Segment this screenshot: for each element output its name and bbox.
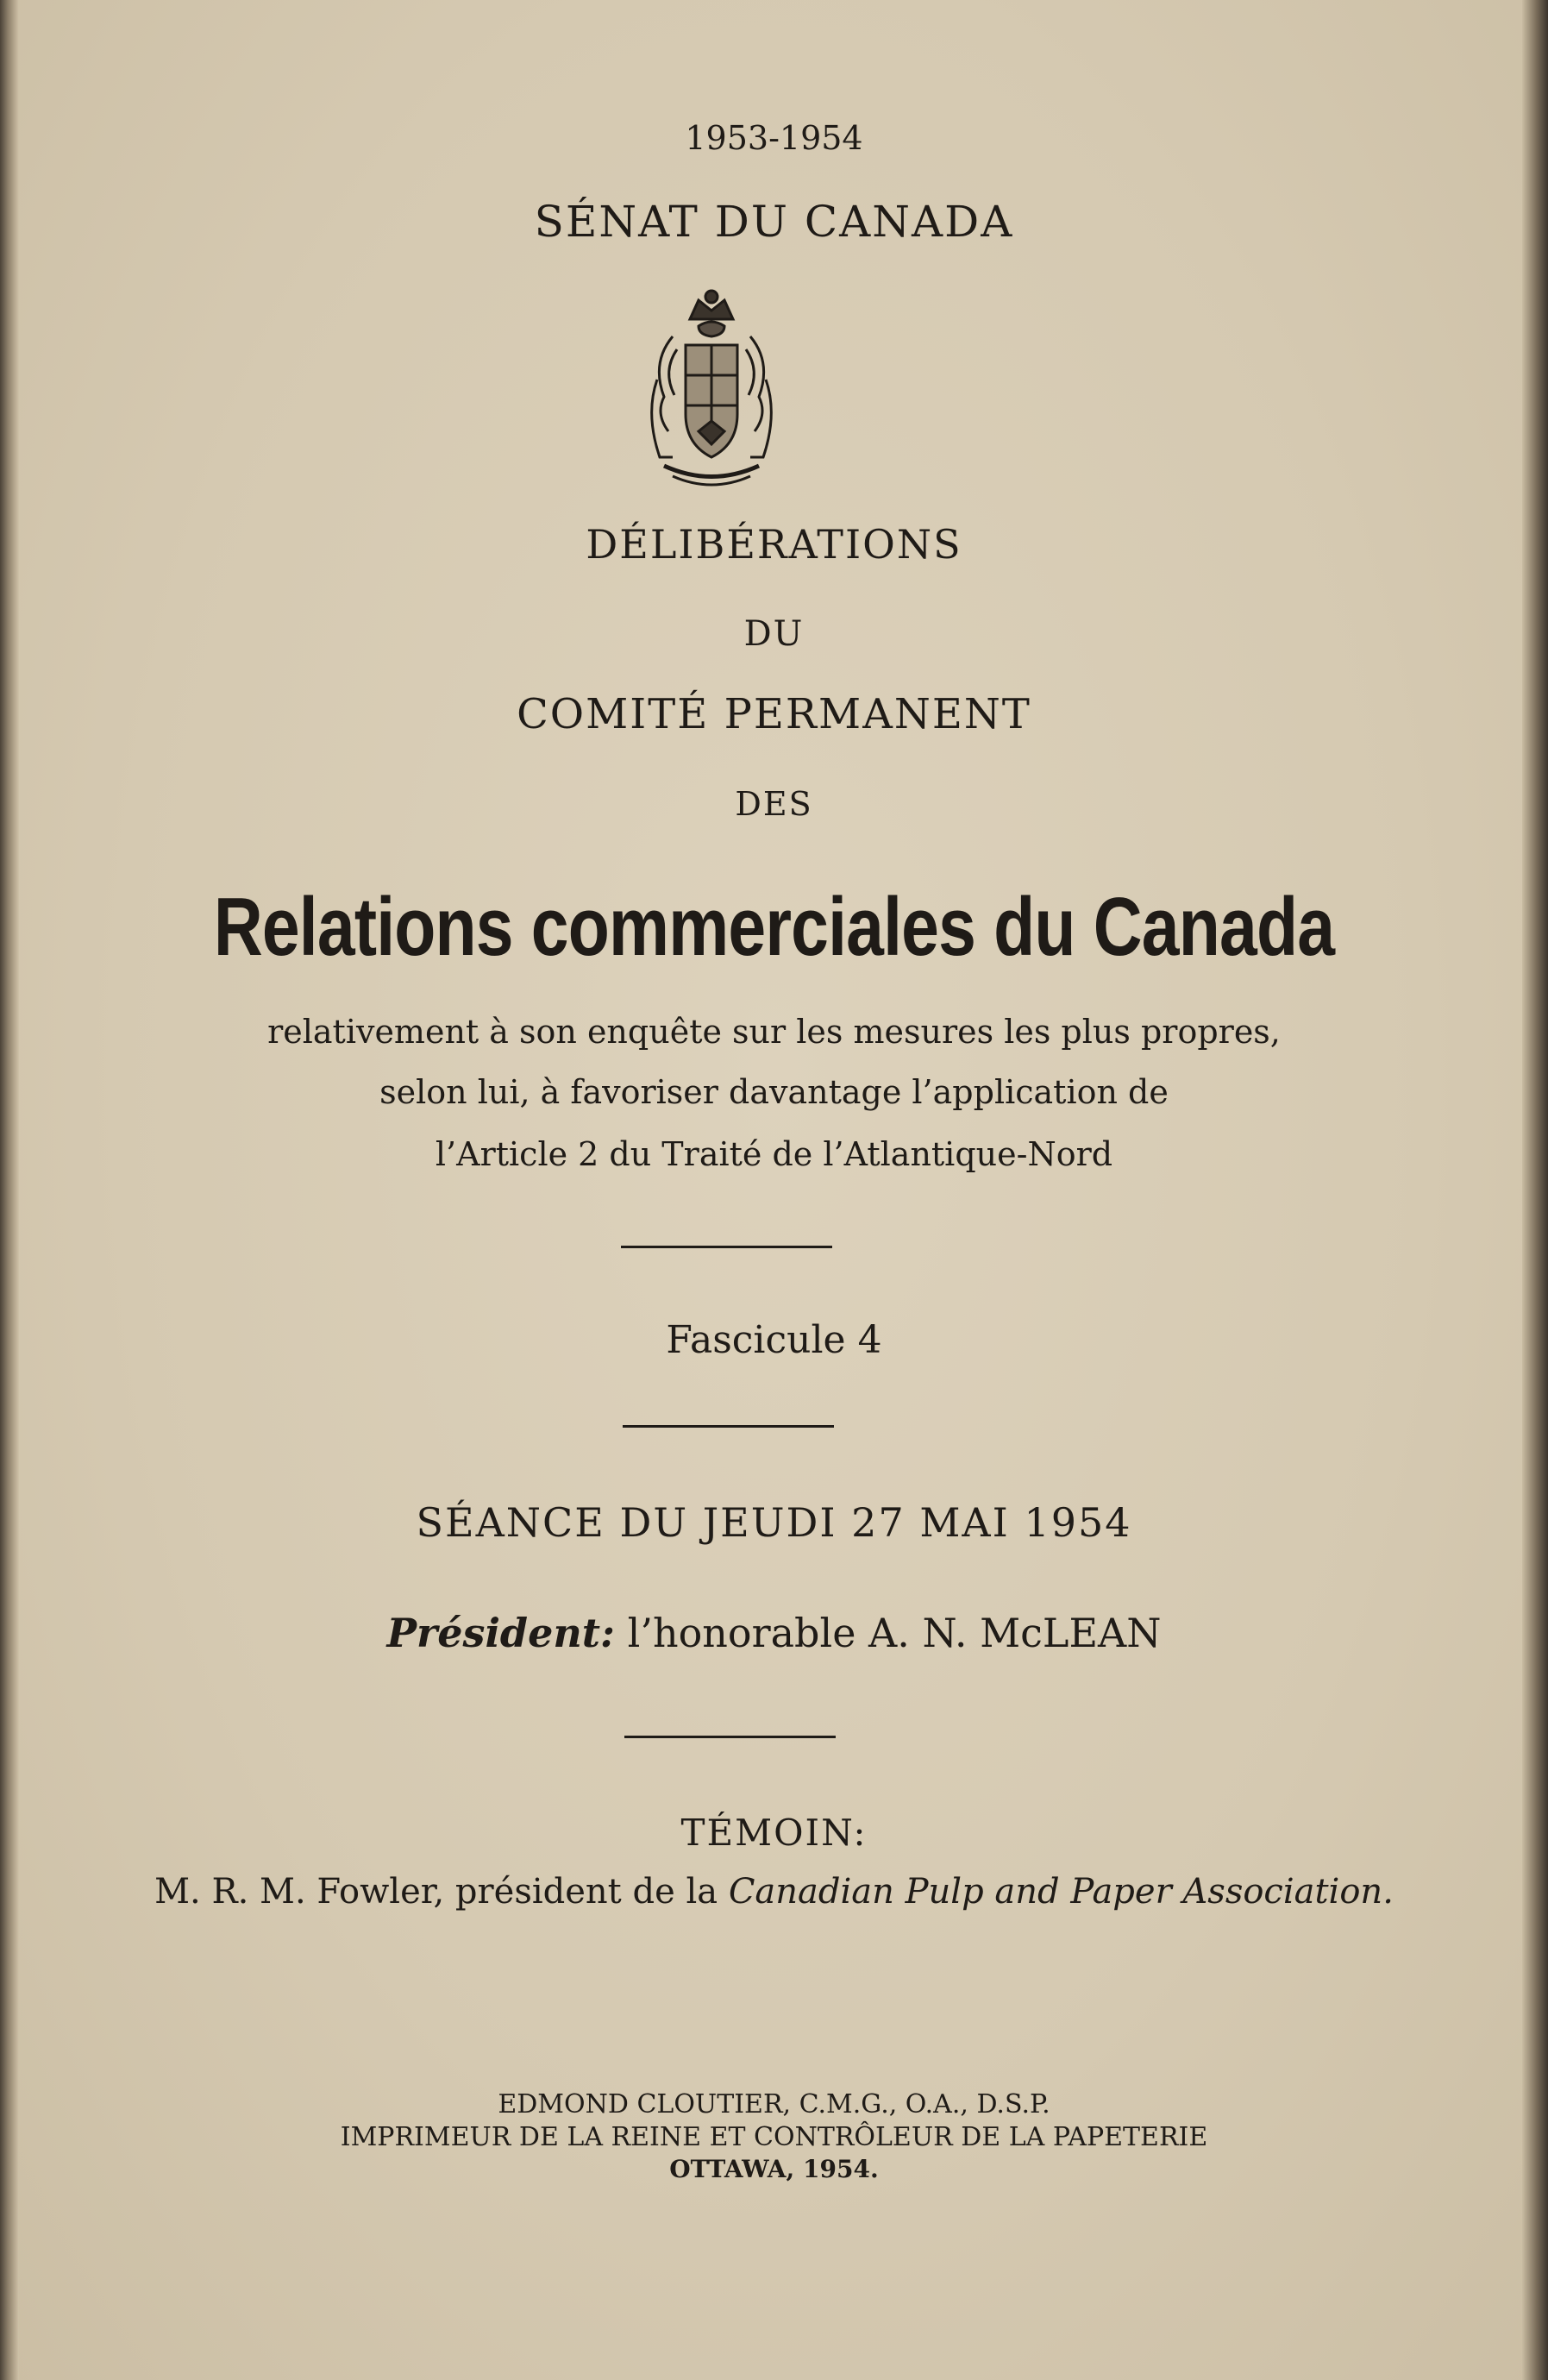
committee-title: Relations commerciales du Canada <box>213 881 1335 973</box>
imprint-line-1: EDMOND CLOUTIER, C.M.G., O.A., D.S.P. <box>498 2089 1050 2119</box>
heading-comite-permanent: COMITÉ PERMANENT <box>517 690 1031 738</box>
subject-line-2: selon lui, à favoriser davantage l’application de <box>379 1073 1169 1111</box>
subject-line-3: l’Article 2 du Traité de l’Atlantique-Nord <box>435 1135 1113 1173</box>
subject-line-1: relativement à son enquête sur les mesures les plus propres, <box>267 1013 1281 1051</box>
witness-name: M. R. M. Fowler, président de la <box>154 1872 718 1912</box>
president-line <box>0 1610 1548 1656</box>
session-years: 1953-1954 <box>685 119 863 157</box>
divider-2 <box>623 1425 834 1428</box>
coat-of-arms-icon <box>638 285 785 492</box>
imprint-line-2: IMPRIMEUR DE LA REINE ET CONTRÔLEUR DE LA PAPETERIE <box>340 2122 1208 2152</box>
witness-heading: TÉMOIN: <box>680 1812 868 1854</box>
sitting-date: SÉANCE DU JEUDI 27 MAI 1954 <box>416 1499 1132 1546</box>
heading-deliberations: DÉLIBÉRATIONS <box>586 521 962 568</box>
imprint-line-3: OTTAWA, 1954. <box>669 2155 879 2183</box>
senate-title: SÉNAT DU CANADA <box>534 197 1014 247</box>
page-right-edge <box>1522 0 1548 2380</box>
heading-des: DES <box>735 785 813 823</box>
witness-organization: Canadian Pulp and Paper Association. <box>728 1872 1394 1912</box>
divider-3 <box>624 1736 836 1738</box>
president-label: Président: <box>386 1610 616 1656</box>
page-left-edge <box>0 0 19 2380</box>
heading-du: DU <box>743 614 805 654</box>
divider-1 <box>621 1246 832 1248</box>
fascicule-number: Fascicule 4 <box>666 1318 882 1362</box>
president-name: l’honorable A. N. McLEAN <box>627 1610 1162 1656</box>
witness-line <box>0 1872 1548 1912</box>
